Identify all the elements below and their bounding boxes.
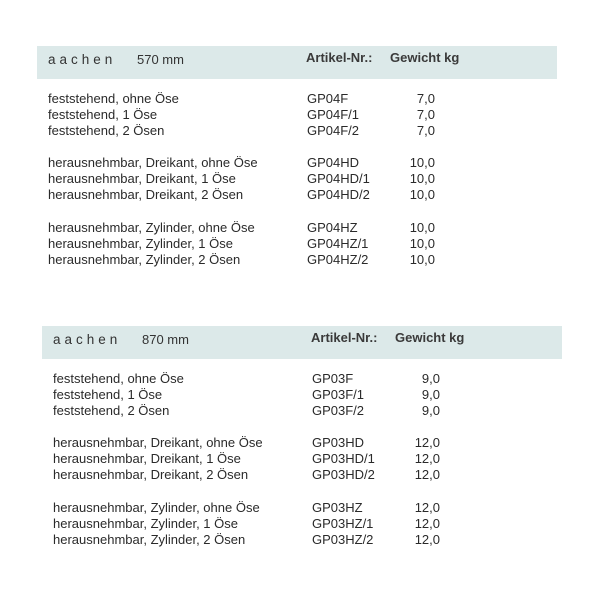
brand-name: aachen (53, 332, 122, 347)
row-description: feststehend, ohne Öse (53, 371, 184, 386)
row-article-number: GP04HZ/1 (307, 236, 369, 251)
table-row (48, 220, 488, 236)
group-fixed (53, 371, 493, 419)
row-article-number: GP03HZ/2 (312, 532, 374, 547)
table-row (53, 516, 493, 532)
table-row (48, 123, 488, 139)
row-article-number: GP04F/1 (307, 107, 360, 122)
row-description: herausnehmbar, Zylinder, 1 Öse (53, 516, 238, 531)
row-article-number: GP03HD/2 (312, 467, 375, 482)
row-weight: 12,0 (414, 435, 440, 450)
row-article-number: GP04HD (307, 155, 360, 170)
row-article-number: GP04F (307, 91, 349, 106)
row-article-number: GP04HZ (307, 220, 358, 235)
row-article-number: GP04F/2 (307, 123, 360, 138)
table-row (53, 403, 493, 419)
table-row (53, 451, 493, 467)
table-row (48, 155, 488, 171)
row-weight: 10,0 (409, 155, 435, 170)
row-description: feststehend, 2 Ösen (53, 403, 170, 418)
column-header-weight: Gewicht kg (390, 50, 460, 65)
column-header-weight: Gewicht kg (395, 330, 465, 345)
row-description: feststehend, ohne Öse (48, 91, 179, 106)
table-row (53, 532, 493, 548)
brand-name: aachen (48, 52, 117, 67)
row-weight: 12,0 (414, 516, 440, 531)
row-weight: 9,0 (421, 403, 440, 418)
row-description: herausnehmbar, Dreikant, ohne Öse (53, 435, 263, 450)
row-description: herausnehmbar, Dreikant, 1 Öse (48, 171, 236, 186)
row-description: herausnehmbar, Zylinder, ohne Öse (53, 500, 260, 515)
row-article-number: GP03F (312, 371, 354, 386)
group-removable-triangular (53, 435, 493, 483)
row-article-number: GP03HD (312, 435, 365, 450)
column-header-article: Artikel-Nr.: (306, 50, 373, 65)
table-header (37, 46, 557, 79)
row-weight: 12,0 (414, 500, 440, 515)
row-description: herausnehmbar, Dreikant, 2 Ösen (48, 187, 244, 202)
table-row (53, 387, 493, 403)
row-article-number: GP04HD/2 (307, 187, 370, 202)
row-article-number: GP04HZ/2 (307, 252, 369, 267)
row-article-number: GP03F/1 (312, 387, 365, 402)
table-row (53, 500, 493, 516)
table-row (48, 236, 488, 252)
row-weight: 10,0 (409, 187, 435, 202)
row-weight: 10,0 (409, 236, 435, 251)
table-row (48, 91, 488, 107)
row-weight: 10,0 (409, 171, 435, 186)
row-weight: 12,0 (414, 532, 440, 547)
row-description: feststehend, 1 Öse (53, 387, 163, 402)
table-row (48, 107, 488, 123)
row-description: feststehend, 2 Ösen (48, 123, 165, 138)
table-row (53, 467, 493, 483)
table-row (53, 371, 493, 387)
product-table-570 (37, 46, 557, 267)
column-header-article: Artikel-Nr.: (311, 330, 378, 345)
row-article-number: GP03HZ (312, 500, 363, 515)
row-description: herausnehmbar, Zylinder, 2 Ösen (48, 252, 241, 267)
table-header (42, 326, 562, 359)
row-description: herausnehmbar, Zylinder, ohne Öse (48, 220, 255, 235)
row-weight: 10,0 (409, 220, 435, 235)
row-description: herausnehmbar, Zylinder, 1 Öse (48, 236, 233, 251)
product-table-870 (42, 326, 562, 547)
group-removable-triangular (48, 155, 488, 203)
group-fixed (48, 91, 488, 139)
length-label: 870 mm (142, 332, 189, 347)
row-weight: 7,0 (416, 91, 435, 106)
table-row (48, 187, 488, 203)
row-weight: 10,0 (409, 252, 435, 267)
row-weight: 9,0 (421, 371, 440, 386)
table-row (53, 435, 493, 451)
length-label: 570 mm (137, 52, 184, 67)
row-description: herausnehmbar, Zylinder, 2 Ösen (53, 532, 246, 547)
table-row (48, 171, 488, 187)
row-weight: 12,0 (414, 451, 440, 466)
row-description: herausnehmbar, Dreikant, ohne Öse (48, 155, 258, 170)
row-weight: 12,0 (414, 467, 440, 482)
row-article-number: GP03HZ/1 (312, 516, 374, 531)
table-row (48, 252, 488, 268)
group-removable-cylinder (53, 500, 493, 548)
group-removable-cylinder (48, 220, 488, 268)
row-article-number: GP04HD/1 (307, 171, 370, 186)
row-article-number: GP03F/2 (312, 403, 365, 418)
row-description: feststehend, 1 Öse (48, 107, 158, 122)
row-description: herausnehmbar, Dreikant, 2 Ösen (53, 467, 249, 482)
row-description: herausnehmbar, Dreikant, 1 Öse (53, 451, 241, 466)
row-article-number: GP03HD/1 (312, 451, 375, 466)
row-weight: 9,0 (421, 387, 440, 402)
row-weight: 7,0 (416, 107, 435, 122)
row-weight: 7,0 (416, 123, 435, 138)
